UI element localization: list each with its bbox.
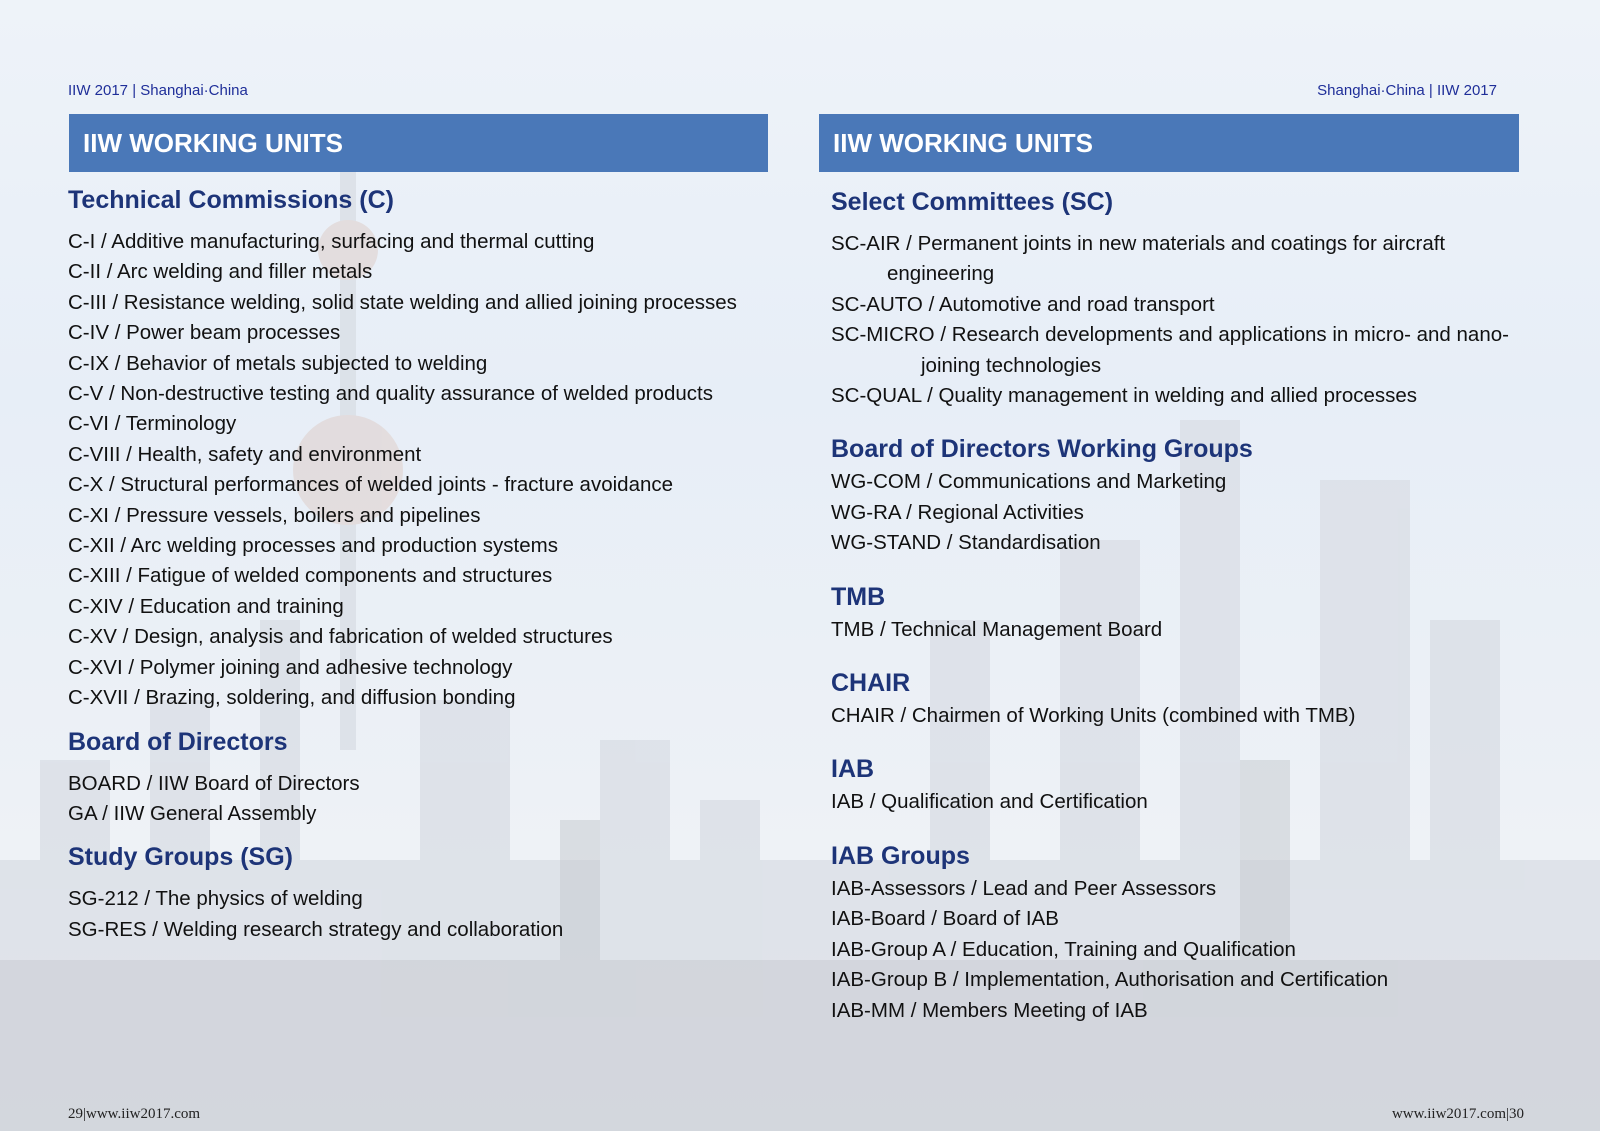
list-item: SC-QUAL / Quality management in welding and allied processes — [831, 384, 1418, 408]
list-item: GA / IIW General Assembly — [68, 801, 317, 825]
list-item: IAB-Group A / Education, Training and Qualification — [831, 937, 1296, 961]
list-item: C-IV / Power beam processes — [68, 321, 341, 345]
page-footer: 29|www.iiw2017.com — [68, 1106, 201, 1122]
right-content — [831, 184, 1531, 1026]
bod-working-groups-list — [831, 467, 1531, 558]
section-title-technical-commissions: Technical Commissions (C) — [68, 186, 394, 214]
list-item: IAB-Board / Board of IAB — [831, 907, 1059, 931]
section-title-bod-working-groups: Board of Directors Working Groups — [831, 435, 1253, 464]
chair-list — [831, 701, 1531, 731]
page-footer: www.iiw2017.com|30 — [1391, 1106, 1524, 1122]
section-banner: IIW WORKING UNITS — [819, 114, 1519, 172]
list-item: C-XIII / Fatigue of welded components and structures — [68, 564, 553, 588]
list-item: C-VI / Terminology — [68, 412, 237, 436]
list-item: C-XII / Arc welding processes and production systems — [68, 534, 558, 558]
list-item: C-XIV / Education and training — [68, 594, 344, 618]
list-item: SC-AUTO / Automotive and road transport — [831, 292, 1215, 316]
list-item: C-XV / Design, analysis and fabrication of welded structures — [68, 625, 613, 649]
list-item: IAB-Group B / Implementation, Authorisation and Certification — [831, 968, 1389, 992]
section-title-board-of-directors: Board of Directors — [68, 727, 288, 756]
list-item: C-XVI / Polymer joining and adhesive technology — [68, 655, 513, 679]
section-title-study-groups: Study Groups (SG) — [68, 843, 293, 872]
section-title-iab-groups: IAB Groups — [831, 841, 970, 870]
list-item: WG-RA / Regional Activities — [831, 500, 1084, 524]
list-item: SC-MICRO / Research developments and applications in micro- and nano-joining technologies — [831, 323, 1509, 377]
right-page — [800, 0, 1600, 1131]
section-title-tmb: TMB — [831, 582, 886, 611]
tmb-list — [831, 615, 1531, 645]
iab-groups-list — [831, 874, 1531, 1026]
running-head: IIW 2017 | Shanghai·China — [68, 82, 248, 99]
list-item: C-X / Structural performances of welded joints - fracture avoidance — [68, 473, 674, 497]
iab-list — [831, 787, 1531, 817]
list-item: BOARD / IIW Board of Directors — [68, 771, 360, 795]
list-item: IAB-Assessors / Lead and Peer Assessors — [831, 876, 1217, 900]
list-item: C-XI / Pressure vessels, boilers and pipelines — [68, 503, 481, 527]
list-item: SG-212 / The physics of welding — [68, 887, 363, 911]
list-item: C-IX / Behavior of metals subjected to welding — [68, 351, 488, 375]
section-title-select-committees: Select Committees (SC) — [831, 188, 1114, 216]
list-item: C-II / Arc welding and filler metals — [68, 260, 373, 284]
list-item: WG-COM / Communications and Marketing — [831, 470, 1227, 494]
left-content — [68, 182, 788, 945]
list-item: SG-RES / Welding research strategy and collaboration — [68, 917, 564, 941]
select-committees-list — [831, 229, 1531, 411]
section-title-chair: CHAIR — [831, 669, 911, 698]
section-title-iab: IAB — [831, 755, 875, 784]
list-item: TMB / Technical Management Board — [831, 617, 1163, 641]
list-item: IAB-MM / Members Meeting of IAB — [831, 998, 1148, 1022]
list-item: C-XVII / Brazing, soldering, and diffusion bonding — [68, 686, 516, 710]
list-item: C-VIII / Health, safety and environment — [68, 442, 422, 466]
list-item: SC-AIR / Permanent joints in new materials and coatings for aircraft engineering — [831, 232, 1446, 286]
board-of-directors-list — [68, 769, 788, 830]
list-item: C-V / Non-destructive testing and quality assurance of welded products — [68, 382, 713, 406]
running-head: Shanghai·China | IIW 2017 — [1317, 82, 1497, 99]
list-item: CHAIR / Chairmen of Working Units (combined with TMB) — [831, 704, 1356, 728]
list-item: IAB / Qualification and Certification — [831, 790, 1148, 814]
list-item: WG-STAND / Standardisation — [831, 531, 1101, 555]
section-banner: IIW WORKING UNITS — [69, 114, 768, 172]
list-item: C-III / Resistance welding, solid state welding and allied joining processes — [68, 290, 737, 314]
study-groups-list — [68, 884, 788, 945]
technical-commissions-list — [68, 227, 788, 714]
list-item: C-I / Additive manufacturing, surfacing and thermal cutting — [68, 230, 595, 253]
